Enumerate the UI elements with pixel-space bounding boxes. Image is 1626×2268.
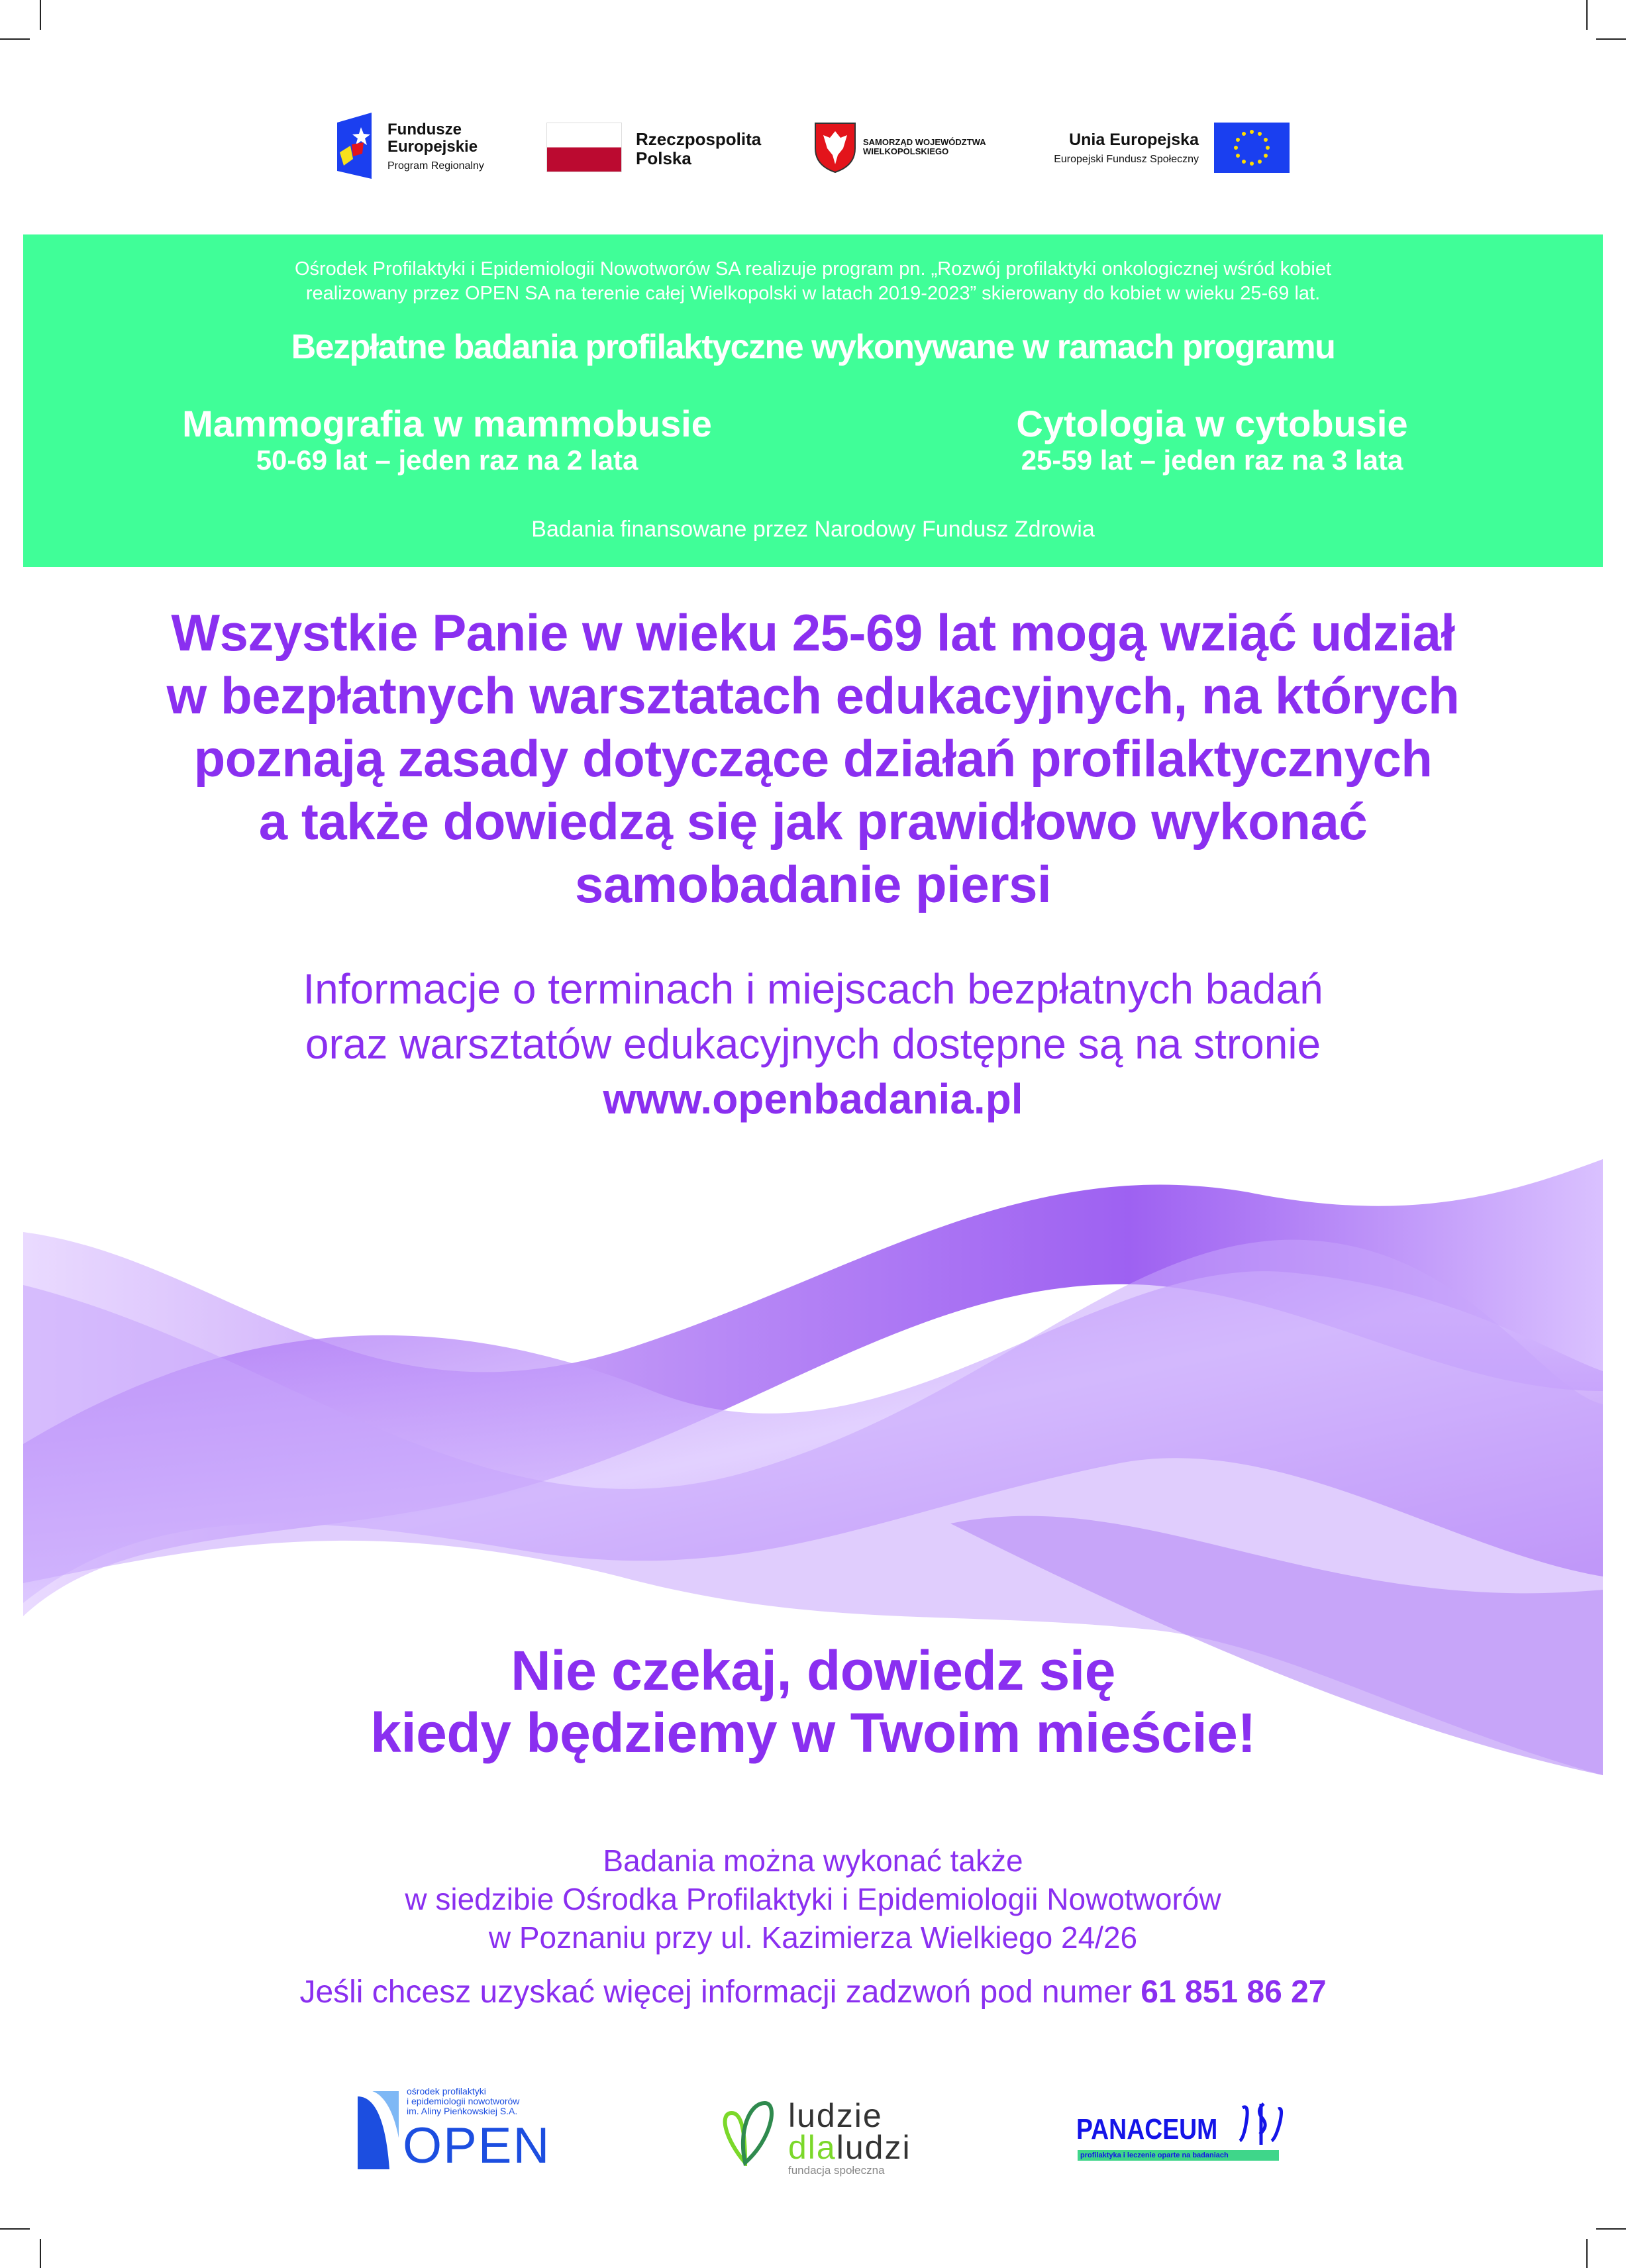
swk-line2: WIELKOPOLSKIEGO bbox=[863, 146, 949, 157]
panaceum-name: PANACEUM bbox=[1076, 2113, 1218, 2145]
fe-flag-icon bbox=[337, 113, 372, 179]
ldl-ludzi: ludzi bbox=[836, 2129, 911, 2166]
website-link[interactable]: www.openbadania.pl bbox=[603, 1075, 1023, 1123]
main-heading bbox=[0, 601, 1626, 916]
rp-line1: Rzeczpospolita bbox=[636, 129, 762, 149]
ldl-line1: ludzie bbox=[788, 2097, 883, 2134]
open-small3: im. Aliny Pieńkowskiej S.A. bbox=[407, 2106, 518, 2116]
open-logo-mark-icon bbox=[358, 2091, 399, 2169]
main-heading-line: Wszystkie Panie w wieku 25-69 lat mogą wziąć udział bbox=[171, 603, 1455, 662]
main-heading-line: a także dowiedzą się jak prawidłowo wykonać bbox=[258, 792, 1368, 850]
ue-sub: Europejski Fundusz Społeczny bbox=[1054, 153, 1199, 165]
phone-number[interactable]: 61 851 86 27 bbox=[1141, 1975, 1327, 2010]
cta-line2: kiedy będziemy w Twoim mieście! bbox=[370, 1702, 1256, 1764]
banner-funding-note: Badania finansowane przez Narodowy Fundusz Zdrowia bbox=[531, 517, 1095, 542]
banner-intro-line1: Ośrodek Profilaktyki i Epidemiologii Nowotworów SA realizuje program pn. „Rozwój profilaktyki onkologicznej wśród kobiet bbox=[294, 258, 1332, 280]
ldl-sub: fundacja społeczna bbox=[788, 2164, 885, 2177]
phone-prefix: Jeśli chcesz uzyskać więcej informacji zadzwoń pod numer bbox=[299, 1975, 1132, 2010]
cytology-schedule: 25-59 lat – jeden raz na 3 lata bbox=[1021, 444, 1403, 476]
coat-of-arms-icon bbox=[814, 122, 856, 174]
address-block bbox=[0, 1841, 1626, 1957]
info-line1: Informacje o terminach i miejscach bezpłatnych badań bbox=[303, 965, 1323, 1013]
crop-mark bbox=[1586, 2239, 1588, 2268]
address-line3: w Poznaniu przy ul. Kazimierza Wielkiego 24/26 bbox=[488, 1920, 1138, 1955]
program-banner bbox=[23, 234, 1603, 567]
open-small1: ośrodek profilaktyki bbox=[407, 2086, 486, 2096]
fe-line1: Fundusze bbox=[387, 121, 462, 138]
phone-line bbox=[0, 1974, 1626, 2010]
swk-line1: SAMORZĄD WOJEWÓDZTWA bbox=[863, 137, 986, 147]
banner-heading: Bezpłatne badania profilaktyczne wykonywane w ramach programu bbox=[291, 328, 1335, 366]
ldl-dla: dla bbox=[788, 2129, 837, 2166]
crop-mark bbox=[1596, 38, 1626, 40]
crop-mark bbox=[40, 2239, 41, 2268]
crop-mark bbox=[1596, 2228, 1626, 2230]
main-heading-line: w bezpłatnych warsztatach edukacyjnych, na których bbox=[166, 666, 1460, 725]
rp-line2: Polska bbox=[636, 148, 691, 168]
hearts-icon bbox=[719, 2100, 782, 2166]
info-line2: oraz warsztatów edukacyjnych dostępne są na stronie bbox=[305, 1020, 1321, 1068]
cta-line1: Nie czekaj, dowiedz się bbox=[511, 1639, 1115, 1702]
crop-mark bbox=[1586, 0, 1588, 30]
main-heading-line: poznają zasady dotyczące działań profilaktycznych bbox=[193, 729, 1433, 788]
cta-heading bbox=[0, 1639, 1626, 1764]
open-small2: i epidemiologii nowotworów bbox=[407, 2096, 520, 2106]
crop-mark bbox=[0, 2228, 30, 2230]
polish-flag-icon bbox=[546, 123, 622, 172]
main-heading-line: samobadanie piersi bbox=[574, 855, 1052, 913]
fe-sub: Program Regionalny bbox=[387, 160, 484, 172]
panaceum-symbols-icon bbox=[1237, 2101, 1284, 2147]
info-block bbox=[0, 962, 1626, 1127]
address-line1: Badania można wykonać także bbox=[603, 1843, 1023, 1878]
open-name: OPEN bbox=[403, 2118, 551, 2174]
ue-line1: Unia Europejska bbox=[1069, 130, 1199, 149]
mammography-title: Mammografia w mammobusie bbox=[182, 403, 712, 444]
cytology-title: Cytologia w cytobusie bbox=[1016, 403, 1408, 444]
panaceum-sub: profilaktyka i leczenie oparte na badaniach bbox=[1078, 2150, 1279, 2161]
mammography-schedule: 50-69 lat – jeden raz na 2 lata bbox=[256, 444, 638, 476]
crop-mark bbox=[40, 0, 41, 30]
crop-mark bbox=[0, 38, 30, 40]
banner-intro-line2: realizowany przez OPEN SA na terenie całej Wielkopolski w latach 2019-2023” skierowany do kobiet w wieku 25-69 lat. bbox=[305, 283, 1321, 304]
fe-line2: Europejskie bbox=[387, 138, 478, 156]
eu-flag-icon bbox=[1214, 123, 1290, 173]
address-line2: w siedzibie Ośrodka Profilaktyki i Epidemiologii Nowotworów bbox=[405, 1882, 1221, 1916]
